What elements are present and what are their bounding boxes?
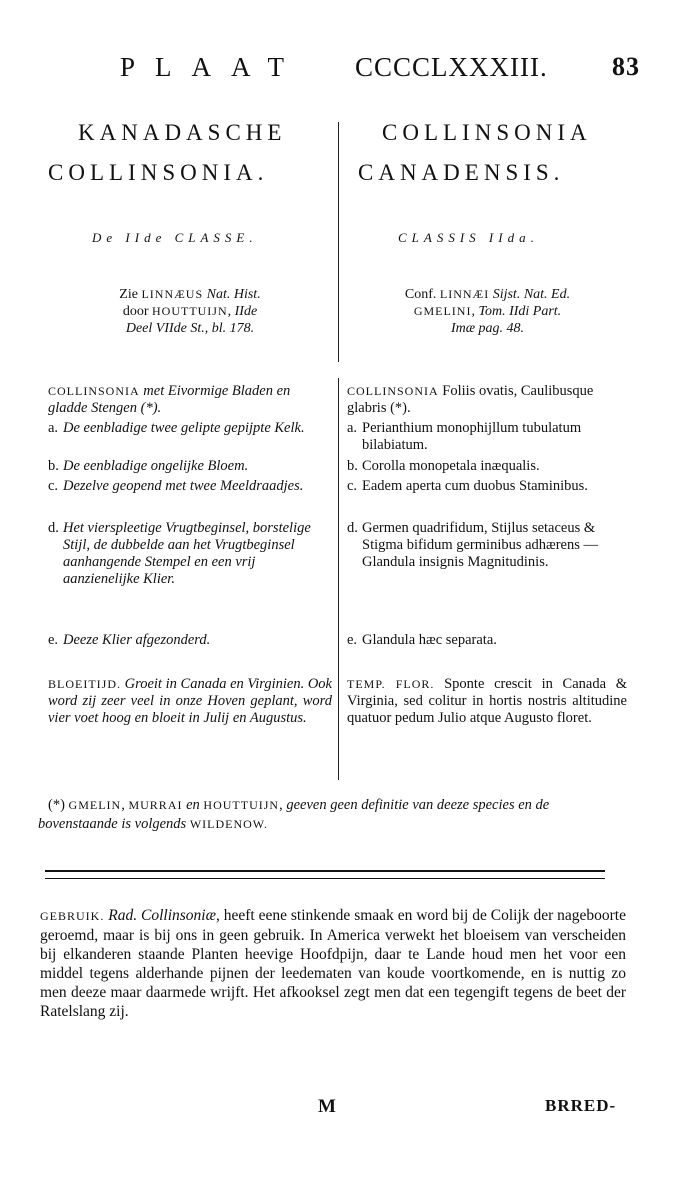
author-houttuijn: HOUTTUIJN (151, 304, 228, 318)
running-head-plaat: PLAAT (120, 52, 305, 82)
gebruik-label: GEBRUIK. (40, 909, 105, 923)
page-number: 83 (612, 52, 640, 81)
left-reference-line2: door HOUTTUIJN, IIde (122, 304, 258, 319)
right-reference-line1: Conf. LINNÆI Sijst. Nat. Ed. (404, 287, 571, 302)
bloeitijd-label: BLOEITIJD. (48, 677, 121, 691)
tempflor-label: TEMP. FLOR. (347, 677, 435, 691)
divider-rule-upper (45, 870, 605, 872)
author-gmelini: GMELINI (413, 304, 472, 318)
plate-number: CCCCLXXXIII. (355, 52, 548, 82)
right-title-line2: CANADENSIS. (358, 160, 565, 185)
left-classe: De IIde CLASSE. (92, 230, 258, 245)
right-reference-line3: Imæ pag. 48. (450, 321, 525, 336)
right-tempflor: TEMP. FLOR. Sponte crescit in Canada & Virginia, sed colitur in hortis nostris altitudine quatuor pedum Julio atque Augusto floret. (347, 676, 627, 726)
right-title-line1: COLLINSONIA (382, 120, 592, 145)
column-divider-bottom (338, 378, 339, 780)
genus-name: COLLINSONIA (48, 384, 140, 398)
right-reference-line2: GMELINI, Tom. IIdi Part. (413, 304, 562, 319)
left-description: COLLINSONIA met Eivormige Bladen en gladde Stengen (*). (48, 383, 291, 416)
gebruik-paragraph: GEBRUIK. Rad. Collinsoniæ, heeft eene stinkende smaak en word bij de Colijk der nageboorte geroemd, maar is bij ons in geen gebruik. In America verwekt het bloeisem van verscheiden bij elkanderen staande Planten heevige Hoofdpijn, daar te Lande houd men het voor een middel tegens alderhande pijnen der leedematen van koude voortkomende, en is nuttig zo men deeze maar daarmede wrijft. Het afkooksel zegt men dat een tegengift tegens de beet der Ratelslang zij. (40, 907, 626, 1020)
right-classe: CLASSIS IIda. (398, 230, 539, 245)
footnote-mark: (*) (48, 797, 65, 813)
right-description: COLLINSONIA Foliis ovatis, Caulibusque glabris (*). (347, 383, 594, 416)
left-reference-line1: Zie LINNÆUS Nat. Hist. (119, 287, 261, 302)
author-linnaeus: LINNÆUS (141, 287, 204, 301)
footnote: (*) GMELIN, MURRAI en HOUTTUIJN, geeven geen definitie van deeze species en de bovenstaande is volgends WILDENOW. (38, 797, 550, 832)
left-reference (50, 286, 330, 337)
signature-mark: M (318, 1096, 336, 1117)
left-bloeitijd: BLOEITIJD. Groeit in Canada en Virginien. Ook word zij zeer veel in onze Hoven geplant, word vier voet hoog en bloeit in Julij en Augustus. (48, 676, 332, 726)
left-title-line1: KANADASCHE (78, 120, 287, 145)
author-linnaei: LINNÆI (439, 287, 490, 301)
divider-rule-lower (45, 878, 605, 879)
left-reference-line3: Deel VIIde St., bl. 178. (125, 321, 255, 336)
column-divider-top (338, 122, 339, 362)
genus-name-latin: COLLINSONIA (347, 384, 439, 398)
right-reference (345, 286, 630, 337)
catchword: BRRED- (545, 1096, 617, 1115)
left-title-line2: COLLINSONIA. (48, 160, 269, 185)
